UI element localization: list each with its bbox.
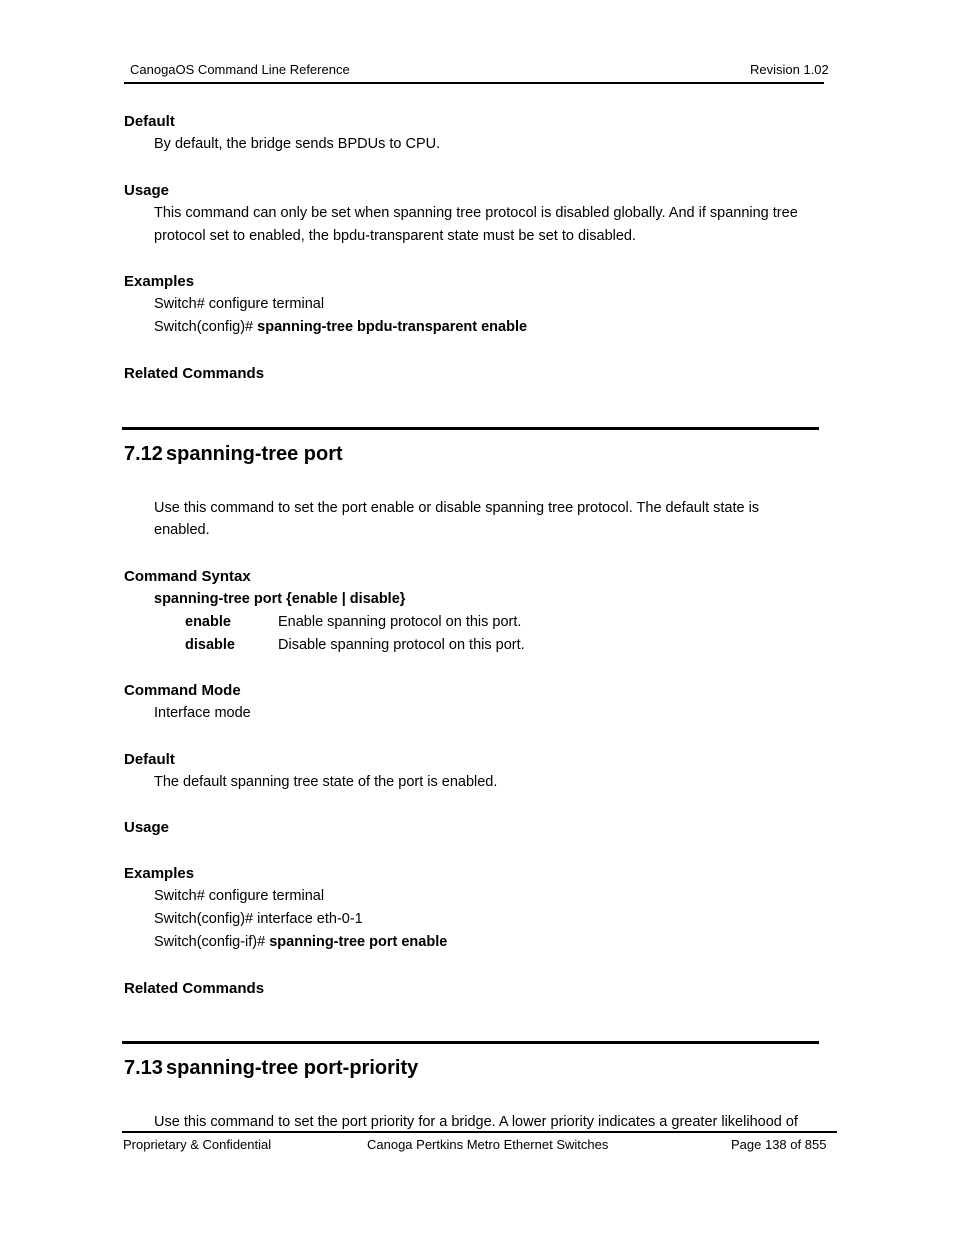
example-prompt: Switch(config-if)# [154,934,270,950]
footer-confidential: Proprietary & Confidential [123,1137,272,1152]
examples-heading: Examples [124,273,195,290]
section-name: spanning-tree port [166,443,343,465]
description-line1: Use this command to set the port enable or disable spanning tree protocol. The default state is [154,500,760,516]
section-rule-713 [122,1041,819,1044]
footer-page-number: Page 138 of 855 [731,1137,827,1152]
section-name: spanning-tree port-priority [166,1057,419,1079]
example-prompt: Switch(config)# [154,319,258,335]
section-rule-712 [122,427,819,430]
default-heading: Default [124,751,175,768]
default-text: By default, the bridge sends BPDUs to CPU. [154,136,441,152]
header-revision: Revision 1.02 [750,62,829,77]
default-text: The default spanning tree state of the port is enabled. [154,774,498,790]
section-title-713 [124,1057,418,1080]
example-command: spanning-tree bpdu-transparent enable [257,319,528,335]
section-number: 7.12 [124,443,163,465]
description-line1: Use this command to set the port priority for a bridge. A lower priority indicates a greater likelihood of [154,1114,798,1130]
command-syntax: spanning-tree port {enable | disable} [154,591,406,607]
footer-rule [122,1131,837,1133]
description-line2: enabled. [154,522,210,538]
section-title-712 [124,443,343,466]
related-commands-heading: Related Commands [124,980,265,997]
command-mode-text: Interface mode [154,705,251,721]
section-number: 7.13 [124,1057,163,1079]
command-syntax-heading: Command Syntax [124,568,251,585]
header-rule [124,82,824,84]
usage-heading: Usage [124,182,170,199]
param-desc-disable: Disable spanning protocol on this port. [278,637,525,653]
usage-text-line1: This command can only be set when spanning tree protocol is disabled globally. And if spanning tree [154,205,798,221]
examples-heading: Examples [124,865,195,882]
default-heading: Default [124,113,175,130]
footer-product: Canoga Pertkins Metro Ethernet Switches [367,1137,609,1152]
example-command: spanning-tree port enable [269,934,448,950]
example-line-1: Switch# configure terminal [154,888,325,904]
usage-text-line2: protocol set to enabled, the bpdu-transparent state must be set to disabled. [154,228,637,244]
example-line-2 [154,319,527,335]
example-line-2: Switch(config)# interface eth-0-1 [154,911,363,927]
related-commands-heading: Related Commands [124,365,265,382]
param-name-disable: disable [185,637,235,653]
example-line-1: Switch# configure terminal [154,296,325,312]
header-title: CanogaOS Command Line Reference [130,62,350,77]
command-mode-heading: Command Mode [124,682,241,699]
example-line-3 [154,934,447,950]
param-desc-enable: Enable spanning protocol on this port. [278,614,522,630]
param-name-enable: enable [185,614,231,630]
usage-heading: Usage [124,819,170,836]
